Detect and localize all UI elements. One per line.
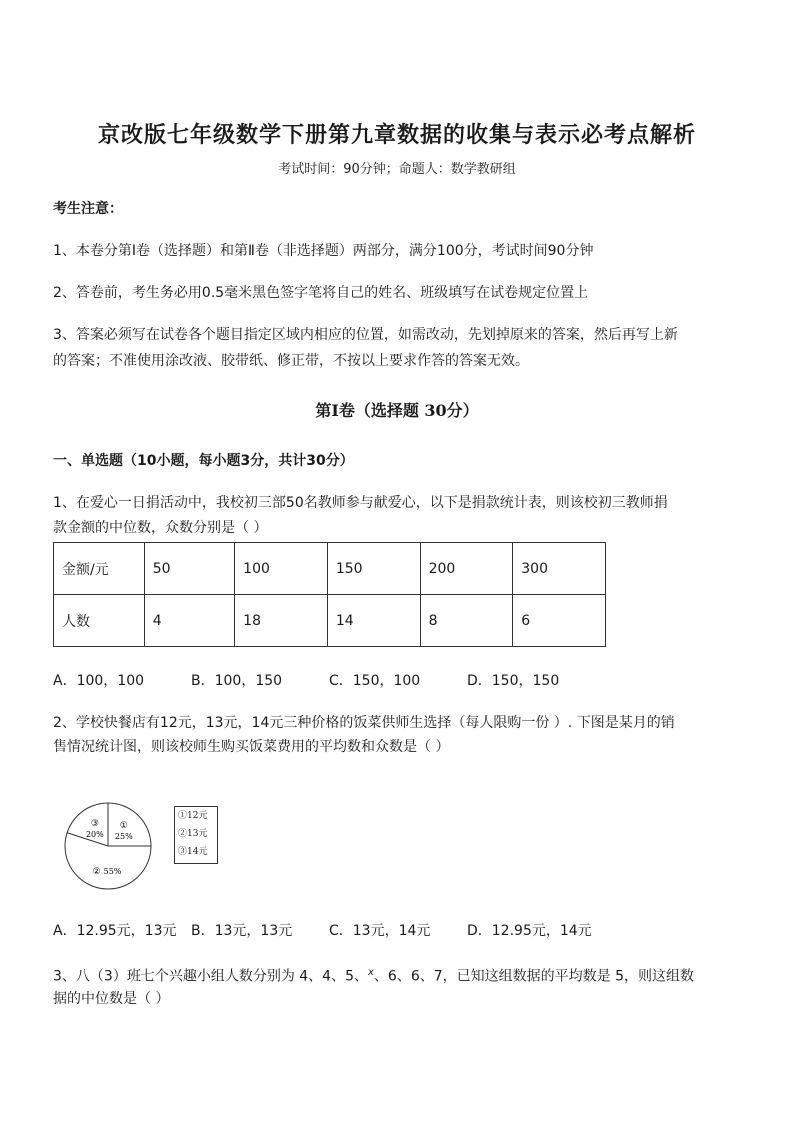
legend-item — [175, 807, 217, 825]
table-row — [54, 595, 606, 647]
pie-legend — [174, 806, 218, 864]
table-cell: 300 — [513, 543, 606, 595]
q3-stem-line2: 据的中位数是（ ） — [53, 991, 170, 1007]
pie-slice-label: 20% — [85, 829, 104, 839]
table-cell: 150 — [327, 543, 420, 595]
notice-item-2: 2、答卷前，考生务必用0.5毫米黑色签字笔将自己的姓名、班级填写在试卷规定位置上 — [53, 285, 589, 301]
table-cell: 金额/元 — [54, 543, 145, 595]
notice-item-1: 1、本卷分第Ⅰ卷（选择题）和第Ⅱ卷（非选择题）两部分，满分100分，考试时间90分钟 — [53, 243, 594, 259]
table-cell: 人数 — [54, 595, 145, 647]
legend-label: 13元 — [187, 829, 208, 839]
legend-label: 14元 — [187, 847, 208, 857]
pie-slice-label: 55% — [103, 867, 122, 877]
legend-item — [175, 843, 217, 861]
pie-slice-marker: ① — [119, 821, 128, 832]
q3-text-a: 3、八（3）班七个兴趣小组人数分别为 4、4、5、 — [53, 968, 368, 985]
table-cell: 8 — [420, 595, 513, 647]
q2-stem-line2: 售情况统计图，则该校师生购买饭菜费用的平均数和众数是（ ） — [53, 739, 450, 755]
donation-table — [53, 542, 606, 647]
q1-stem-line1: 1、在爱心一日捐活动中，我校初三部50名教师参与献爱心，以下是捐款统计表，则该校初三教师捐 — [53, 495, 668, 511]
page-subtitle: 考试时间：90分钟；命题人：数学教研组 — [278, 162, 516, 177]
legend-marker: ① — [178, 811, 188, 821]
pie-slice-label: 25% — [114, 832, 133, 842]
choice-a[interactable]: A．12.95元，13元 — [53, 923, 177, 939]
table-cell: 200 — [420, 543, 513, 595]
table-cell: 18 — [235, 595, 328, 647]
choice-d[interactable]: D．150，150 — [467, 673, 560, 689]
choice-a[interactable]: A．100，100 — [53, 673, 145, 689]
pie-chart — [63, 800, 163, 900]
notice-item-3: 3、答案必须写在试卷各个题目指定区域内相应的位置，如需改动，先划掉原来的答案，然后再写上新 — [53, 327, 678, 343]
legend-marker: ② — [178, 829, 188, 839]
q3-variable: x — [368, 967, 374, 978]
table-row — [54, 543, 606, 595]
section-title: 第Ⅰ卷（选择题 30分） — [315, 401, 479, 420]
part-heading: 一、单选题（10小题，每小题3分，共计30分） — [53, 453, 354, 469]
legend-label: 12元 — [187, 811, 208, 821]
pie-slice-marker: ③ — [90, 818, 99, 829]
q2-stem-line1: 2、学校快餐店有12元，13元，14元三种价格的饭菜供师生选择（每人限购一份 ）. 下图是某月的销 — [53, 715, 675, 731]
notice-heading: 考生注意： — [53, 201, 123, 217]
table-cell: 4 — [144, 595, 234, 647]
q1-stem-line2: 款金额的中位数，众数分别是（ ） — [53, 520, 268, 536]
choice-b[interactable]: B．100，150 — [191, 673, 283, 689]
table-cell: 100 — [235, 543, 328, 595]
table-cell: 6 — [513, 595, 606, 647]
notice-item-3-cont: 的答案；不准使用涂改液、胶带纸、修正带，不按以上要求作答的答案无效。 — [53, 353, 529, 369]
pie-slice-marker: ② — [92, 867, 101, 878]
table-cell: 50 — [144, 543, 234, 595]
legend-marker: ③ — [178, 847, 188, 857]
q3-text-b: 、6、6、7，已知这组数据的平均数是 5，则这组数 — [373, 968, 694, 985]
choice-d[interactable]: D．12.95元，14元 — [467, 923, 592, 939]
page-title: 京改版七年级数学下册第九章数据的收集与表示必考点解析 — [97, 122, 696, 148]
legend-item — [175, 825, 217, 843]
choice-c[interactable]: C．13元，14元 — [329, 923, 431, 939]
choice-b[interactable]: B．13元，13元 — [191, 923, 293, 939]
choice-c[interactable]: C．150，100 — [329, 673, 421, 689]
table-cell: 14 — [327, 595, 420, 647]
